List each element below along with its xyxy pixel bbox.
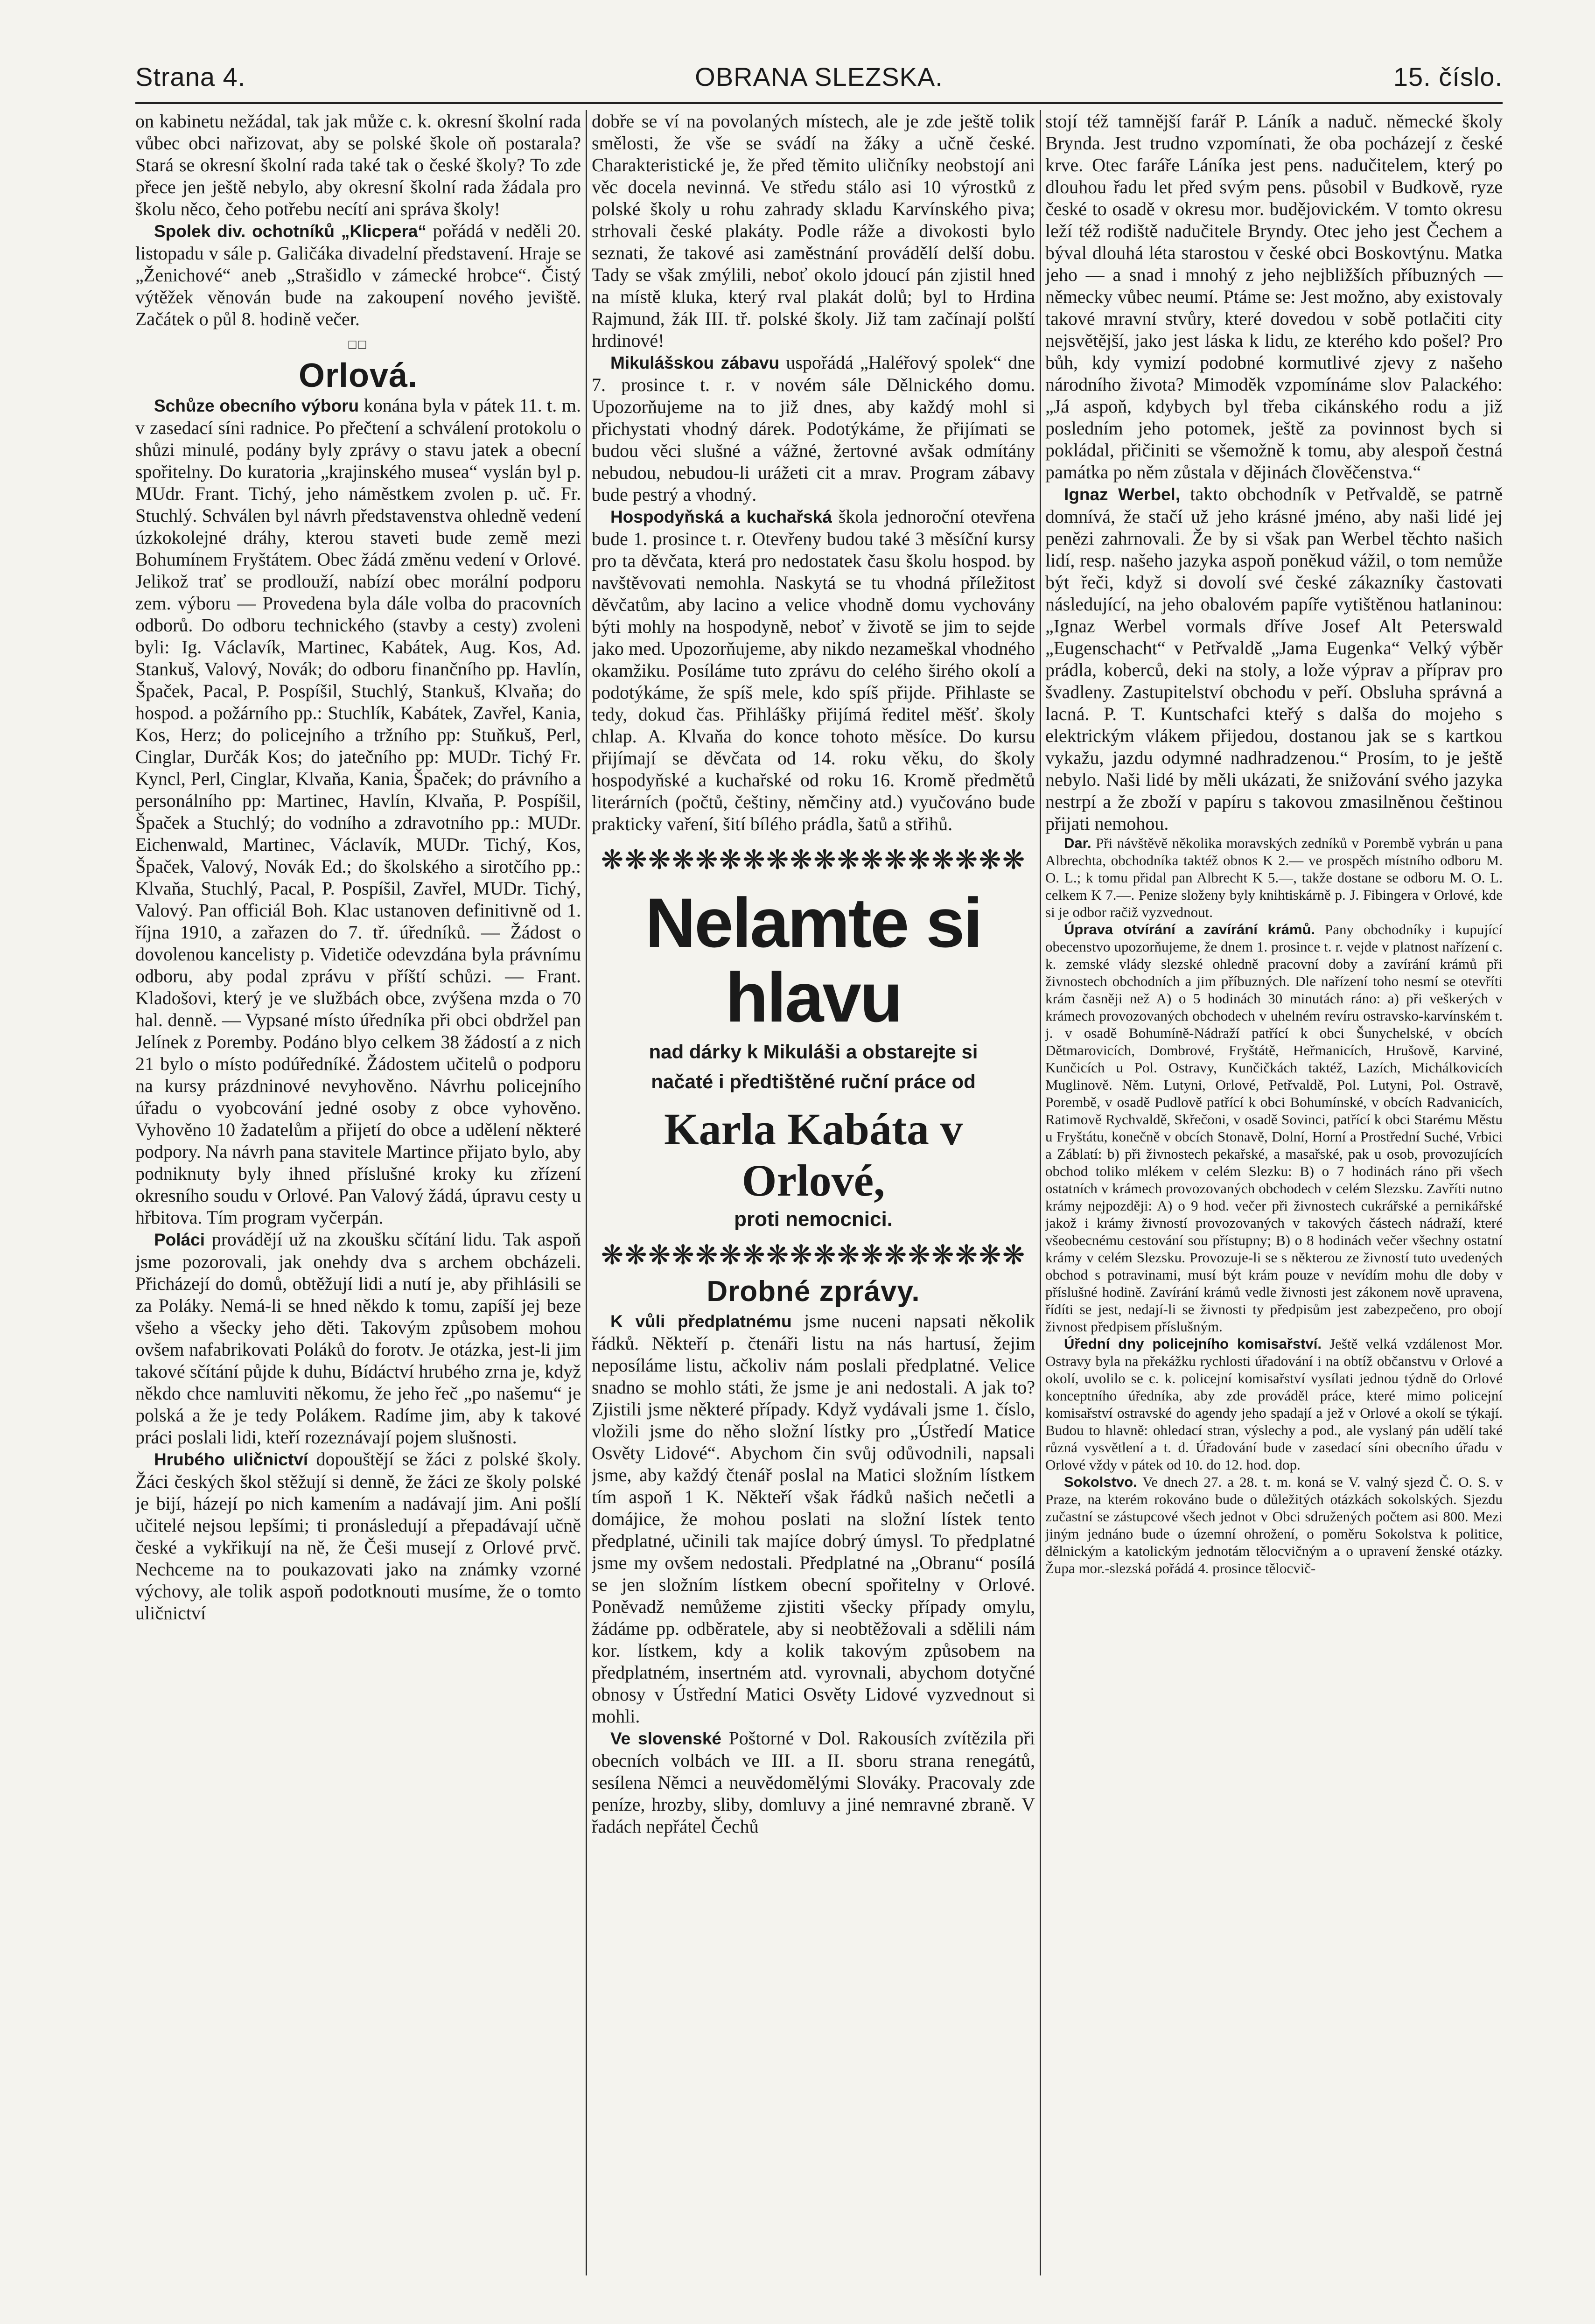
ad-firm-name: Karla Kabáta v Orlové,: [664, 1104, 963, 1205]
ad-headline: Nelamte si hlavu: [645, 883, 982, 1036]
article-lead: Úprava otvírání a zavírání krámů.: [1064, 921, 1315, 938]
article-paragraph: Úprava otvírání a zavírání krámů. Pany obchodníky i kupující obecenstvo upozorňujeme, že dnem 1. prosince t. r. vejde v platnost nařízení c. k. zemské vlády slezské ohledně pracovní doby a zavírání krámů při živnostech obchodních a jim příbuzných. Dle nařízení toho nesmí se otevříti krám časněji než A) o 5 hodinách 30 minutách ráno: a) při veškerých v krámech provozovaných obchodech v uhelném revíru ostravsko-karvínském t. j. v osadě Bohumíně-Nádraží patřící k obci Šunychelské, v obcích Dětmarovicích, Dombrové, Fryštátě, Heřmanicích, Hrušově, Karviné, Kunčicích u Pol. Ostravy, Kunčičkách taktéž, Lazích, Michálkovicích Muglinově. Něm. Lutyni, Orlové, Petřvaldě, Pol. Lutyni, Pol. Ostravě, Porembě, v osadě Pudlově patřící k obci Bohumínské, v obcích Radvanicích, Ratimově Rychvaldě, Skřečoni, v osadě Sovinci, patřící k obci Starému Městu u Fryštátu, konečně v obcích Stonavě, Dolní, Horní a Prostřední Suché, Vrbici a Záblatí: b) při živnostech pekařské, a masařské, pak u osob, provozujících obchod toliko mlékem v celém Slezku: B) o 7 hodinách ráno při všech ostatních v krámech provozovaných obchodech v celém Slezsku. Zavříti nutno krámy nejpozději: A) o 9 hod. večer při živnostech cukrářské a pernikářské jakož i krámy živností provozovaných v takových částech nádraží, které všeobecnému cestování sou přístupny; B) o 8 hodinách večer všechny ostatní krámy v celém Slezsku. Provozuje-li se s některou ze živností tuto uvedených obchod s potravinami, musí být krám pouze v nevídím mohu dle doby v příslušné hodině. Zavírání krámů vedle živnosti jest zákonem nově upravena, řídíti se jest, nedají-li se živnosti ty předpisům jest zabezpečeno, pro obojí živnost předpisem příslušným.: [1045, 921, 1503, 1335]
newspaper-title: OBRANA SLEZSKA.: [695, 62, 943, 91]
article-paragraph: Poláci provádějí už na zkoušku sčítání lidu. Tak aspoň jsme pozorovali, jak onehdy dva s archem obcházeli. Přicházejí do domů, obtěžují lidi a nutí je, aby přihlásili se za Poláky. Nemá-li se hned někdo k tomu, zapíší jej beze všeho a všecky jeho děti. Takovým způsobem mohou ovšem nafabrikovati Poláků do forotv. Je otázka, jest-li jim takové sčítání půjde k duhu, Bídáctví hrubého zrna je, když někdo chce namluviti někomu, že jeho řeč „po našemu“ je polská a že je tedy Polákem. Radíme jim, aby k takové práci poslali lidi, kteří rozeznávají pojem slušnosti.: [135, 1229, 581, 1448]
ornament-border-bottom: ❋❋❋❋❋❋❋❋❋❋❋❋❋❋❋❋❋❋: [601, 1241, 1026, 1269]
section-heading-drobne-zpravy: Drobné zprávy.: [707, 1275, 920, 1308]
article-paragraph: Hrubého uličnictví dopouštějí se žáci z polské školy. Žáci českých škol stěžují si denně, že žáci ze školy polské je bijí, házejí po nich kamením a nadávají jim. Ani pošlí učitelé nejsou lepšími; ti pronásledují a přepadávají učně české a vykřikují na ně, že Češi musejí z Orlové prvč. Nechceme na to poukazovati jako na známky vzorné výchovy, ale tolik aspoň podotknouti musíme, že o tomto uličnictví: [135, 1449, 581, 1624]
article-lead: Poláci: [154, 1230, 205, 1249]
article-lead: Hrubého uličnictví: [154, 1450, 308, 1469]
ad-line: nad dárky k Mikuláši a obstarejte si: [649, 1041, 978, 1063]
ad-line: načaté i předtištěné ruční práce od: [651, 1071, 976, 1092]
article-paragraph: Schůze obecního výboru konána byla v pátek 11. t. m. v zasedací síni radnice. Po přečtení a schválení protokolu o shůzi minulé, podány byly zprávy o stavu jatek a obecní spořitelny. Do kuratoria „krajinského musea“ vyslán byl p. MUdr. Frant. Tichý, jeho náměstkem zvolen p. uč. Fr. Stuchlý. Schválen byl návrh představenstva ohledně vedení úzkokolejné dráhy, kterou staveti bude země mezi Bohumínem Fryštátem. Obec žádá změnu vedení v Orlové. Jelikož trať se prodlouží, nabízí obec morální podporu zem. výboru — Provedena byla dále volba do pracovních odborů. Do odboru technického (stavby a cesty) zvoleni byli: Ig. Václavík, Martinec, Kabátek, Aug. Kos, Ad. Stankuš, Valový, Novák; do odboru finančního pp. Havlín, Špaček, Pacal, P. Pospíšil, Stuchlý, Stankuš, Klvaňa; do hospod. a požárního pp.: Stuchlík, Kabátek, Zavřel, Kania, Kos, Herz; do policejního a tržního pp: Stuňkuš, Perl, Cinglar, Durčák Kos; do jatečního pp: MUDr. Tichý Fr. Kyncl, Perl, Cinglar, Klvaňa, Kania, Špaček; do právního a personálního pp: Martinec, Havlín, Klvaňa, P. Pospíšil, Špaček a Stuchlý; do vodního a zdravotního pp.: MUDr. Eichenwald, Martinec, Václavík, MUDr. Tichý, Kos, Špaček, Valový, Novák Ed.; do školského a sirotčího pp.: Klvaňa, Stuchlý, Pacal, P. Pospíšil, Zavřel, MUDr. Tichý, Valový. Pan officiál Boh. Klac ustanoven definitivně od 1. října 1910, a zařazen do 7. tř. úředníků. — Žádost o dovolenou kancelisty p. Videtiče odevzdána byla právnímu odboru, aby podal zprávu v příští schůzi. — Frant. Kladošovi, který je ve službách obce, zvýšena mzda o 70 hal. denně. — Vypsané místo úředníka při obci obdržel pan Jelínek z Poremby. Podáno blyo celkem 38 žádostí a z nich 21 bylo o místo podúředníké. Žádostem učitelů o podporu na kursy prázdninové nevyhověno. Návrhu policejního úřadu o vyobcování jedné osoby z obce vyhověno. Vyhověno 10 žadatelům a přijetí do obce a udělení některé podpory. Na návrh pana stavitele Martince přijato bylo, aby podniknuty byly ihned příslušné kroky ku zřízení okresního soudu v Orlové. Pan Valový žádá, úpravu cesty u hřbitova. Tím program vyčerpán.: [135, 395, 581, 1228]
advertisement: [592, 885, 1035, 1230]
article-lead: Spolek div. ochotníků „Klicpera“: [154, 222, 427, 241]
article-paragraph: Dar. Při návštěvě několika moravských zedníků v Porembě vybrán u pana Albrechta, obchodníka taktéž obnos K 2.— ve prospěch místního odboru M. O. L.; k tomu přidal pan Albrecht K 5.—, takže dostane se odboru M. O. L. celkem K 7.—. Penize složeny byly knihtiskárně p. J. Fibingera v Orlové, kde si je odbor račiž vyzvednout.: [1045, 835, 1503, 920]
column-3: [1045, 110, 1503, 2294]
column-2: [592, 110, 1035, 2294]
article-lead: Dar.: [1064, 835, 1091, 851]
article-paragraph: Úřední dny policejního komisařství. Ještě velká vzdálenost Mor. Ostravy byla na překážku rychlosti úřadování i na obtíž občanstvu v Orlové a okolí, uvolilo se c. k. policejní komisařství vysílati jednou týdně do Orlové konceptního úředníka, aby zde prováděl práce, které mimo policejní komisařství ostravské do agendy jeho spadají a jež v Orlové a okolí se týkají. Budou to hlavně: ohledací stran, výslechy a pod., ale vyslaný pán udělí také různá vysvětlení a t. d. Úřadování bude v zasedací síni obecního úřadu v Orlové vždy v pátek od 10. do 12. hod. dop.: [1045, 1336, 1503, 1473]
column-rule-1: [586, 110, 587, 2275]
article-paragraph: Sokolstvo. Ve dnech 27. a 28. t. m. koná se V. valný sjezd Č. O. S. v Praze, na kterém rokováno bude o důležitých otázkách sokolských. Sjezdu zučastní se zástupcové všech jednot v Obci sdružených počtem asi 800. Mezi jiným jednáno bude o územní ohrožení, o poměru Sokolstva k politice, dělnickým a katolickým jednotám tělocvičným a o upravení ženské otázky. Župa mor.-slezská pořádá 4. prosince tělocvič-: [1045, 1474, 1503, 1576]
column-1: [135, 110, 581, 2294]
article-lead: Sokolstvo.: [1064, 1474, 1137, 1490]
article-paragraph: stojí též tamnější farář P. Láník a naduč. německé školy Brynda. Jest trudno vzpomínati, že oba pocházejí z české krve. Otec faráře Láníka jest pens. nadučitelem, který po dlouhou řadu let před svým pens. působil v Budkově, ryze české to osadě v okresu mor. budějovickém. V tomto okresu leží též rodiště nadučitele Bryndy. Otec jeho jest Čechem a býval dlouhá léta starostou v české obci Boskovtýnu. Matka jeho — a snad i mnohý z jeho nejbližších příbuzných — německy vůbec neumí. Ptáme se: Jest možno, aby existovaly takové mravní stvůry, které dovedou v sobě potlačiti city nejsvětější, jako jest láska k lidu, ze kterého kdo pošel? Pro bůh, kdy vymizí podobné kormutlivé zjevy z našeho národního života? Mimoděk vzpomínáme slov Palackého: „Já aspoň, kdybych byl třeba cikánského rodu a již posledním jeho potomek, ještě za povinnost bych si pokládal, přičiniti se všemožně k tomu, aby alespoň čestná památka po něm zůstala v dějinách člověčenstva.“: [1045, 111, 1503, 483]
article-lead: Hospodyňská a kuchařská: [610, 507, 832, 526]
article-paragraph: on kabinetu nežádal, tak jak může c. k. okresní školní rada vůbec obci nařizovat, aby se polské škole oň postarala? Stará se okresní školní rada také tak o české školy? To zde přece jen ještě nebylo, aby okresní školní rada žádala pro školu něco, čeho potřebu necítí ani správa školy!: [135, 111, 581, 219]
article-lead: Mikulášskou zábavu: [610, 353, 780, 372]
page-number: Strana 4.: [135, 62, 246, 91]
article-lead: Úřední dny policejního komisařství.: [1064, 1336, 1322, 1352]
article-paragraph: dobře se ví na povolaných místech, ale je zde ještě tolik smělosti, že vše se svádí na žáky a učně české. Charakteristické je, že před těmito uličníky neobstojí ani věc docela nevinná. Ve středu stálo asi 10 výrostků z polské školy u rohu zahrady skladu Karvínského piva; strhovali české plakáty. Podle ráže a divokosti bylo seznati, že takové asi zaměstnání provádělí delší dobu. Tady se však zmýlili, neboť okolo jdoucí pán zjistil hned na místě kluka, který rval plakát dolů; byl to Hrdina Rajmund, žák III. tř. polské školy. Již tam začínají polští hrdinové!: [592, 111, 1035, 351]
section-dingbat: □□: [348, 337, 368, 352]
article-paragraph: Ve slovenské Poštorné v Dol. Rakousích zvítězila při obecních volbách ve III. a II. sboru strana renegátů, sesílena Němci a neuvědomělými Slováky. Pracovaly zde peníze, hrozby, sliby, domluvy a jiné nemravné zbraně. V řadách nepřátel Čechů: [592, 1728, 1035, 1837]
small-print-section: [1045, 834, 1503, 1577]
article-paragraph: Hospodyňská a kuchařská škola jednoroční otevřena bude 1. prosince t. r. Otevřeny budou také 3 měsíční kursy pro ta děvčata, která pro nedostatek času školu hospod. by navštěvovati nemohla. Naskytá se tu vhodná příležitost děvčatům, aby lacino a velice vhodně domu vychovány býti mohly na hospodyně, neboť v životě se jim to sejde jako med. Upozorňujeme, aby nikdo nezameškal vhodného okamžiku. Posíláme tuto zprávu do celého širého okolí a podotýkáme, že spíš mele, kdo spíš přijde. Přihlaste se tedy, dokud čas. Přihlášky přijímá ředitel měšť. školy chlap. A. Klvaňa do konce tohoto měsíce. Do kursu přijímají se děvčata od 14. roku věku, do školy hospodyňské a kuchařské od roku 16. Kromě předmětů literárních (počtů, češtiny, němčiny atd.) vyučováno bude prakticky vaření, šití bílého prádla, šatů a střihů.: [592, 506, 1035, 834]
section-heading-orlova: Orlová.: [298, 357, 418, 394]
article-lead: Ve slovenské: [610, 1729, 721, 1748]
article-paragraph: Ignaz Werbel, takto obchodník v Petřvaldě, se patrně domnívá, že stačí už jeho krásné jméno, aby naši lidé jej penězi zahrnovali. Že by si však pan Werbel těchto našich lidí, resp. našeho jazyka aspoň poněkud vážil, o tom nemůže být řeči, když si dovolí své české zákazníky častovati následující, na jeho obalovém papíře vytištěnou hatlaninou: „Ignaz Werbel vormals dříve Josef Alt Peterswald „Eugenschacht“ v Petřvaldě „Jama Eugenka“ Velký výběr prádla, koberců, deki na stoly, a lože výprav a příprav pro švadleny. Zastupitelství obchodu v peří. Obsluha správná a lacná. P. T. Kuntschafci kteřý s dalša do mojeho s elektrickým vlákem přijedou, dostanou jak se s kartkou vykažu, jazdu odymné nadhradzenou.“ Prosím, to je ještě nebylo. Naši lidé by měli ukázati, že snižování svého jazyka nestrpí a že zboží v papíru s takovou zmasilněnou češtinou přijati nemohou.: [1045, 483, 1503, 834]
article-lead: Schůze obecního výboru: [154, 396, 359, 415]
issue-number: 15. číslo.: [1393, 62, 1503, 91]
ornament-border-top: ❋❋❋❋❋❋❋❋❋❋❋❋❋❋❋❋❋❋: [601, 846, 1026, 874]
page-header: [135, 55, 1503, 104]
article-paragraph: Mikulášskou zábavu uspořádá „Haléřový spolek“ dne 7. prosince t. r. v novém sále Dělnického domu. Upozorňujeme na to již dnes, aby každý mohl si přichystati vhodný dárek. Podotýkáme, že přijímati se budou věci slušné a vážné, žertovné avšak odmítány nebudou, nebudou-li urážeti cit a mrav. Program zábavy bude pestrý a vhodný.: [592, 352, 1035, 505]
article-paragraph: K vůli předplatnému jsme nuceni napsati několik řádků. Někteří p. čtenáři listu na nás hartusí, žejim neposíláme listu, ačkoliv nám poslali předplatné. Velice snadno se mohlo státi, že jsme je ani nedostali. A jak to? Zjistili jsme některé případy. Když vydávali jsme 1. číslo, vložili jsme do něho složní lístky pro „Ústředí Matice Osvěty Lidové“. Abychom čin svůj odůvodnili, napsali jsme, aby každý čtenář poslal na Matici složním lístkem tím aspoň 1 K. Někteří však řádků našich nečetli a domájice, že mohou poslati na složní lístek tento předplatné, učinili tak majíce dobrý úmysl. To předplatné jsme my ovšem nedostali. Předplatné na „Obranu“ posílá se jen složním lístkem obecní spořitelny v Orlové. Poněvadž nemůžeme zjistiti všecky případy omylu, žádáme pp. odběratele, aby si neobtěžovali a sdělili nám kor. lístkem, kdy a kolik takovým způsobem na předplatném, insertném atd. vyrovnali, abychom dotyčné obnosy v Ústřední Matici Osvěty Lidové vyzvednout si mohli.: [592, 1310, 1035, 1727]
article-lead: Ignaz Werbel,: [1064, 485, 1181, 504]
column-rule-2: [1040, 110, 1041, 2275]
article-paragraph: Spolek div. ochotníků „Klicpera“ pořádá v neděli 20. listopadu v sále p. Galičáka divadelní představení. Hraje se „Ženichové“ aneb „Strašidlo v zámecké hrobce“. Čistý výtěžek věnován bude na zakoupení nového jeviště. Začátek o půl 8. hodině večer.: [135, 220, 581, 329]
ad-location: proti nemocnici.: [734, 1208, 893, 1231]
article-lead: K vůli předplatnému: [610, 1312, 792, 1331]
